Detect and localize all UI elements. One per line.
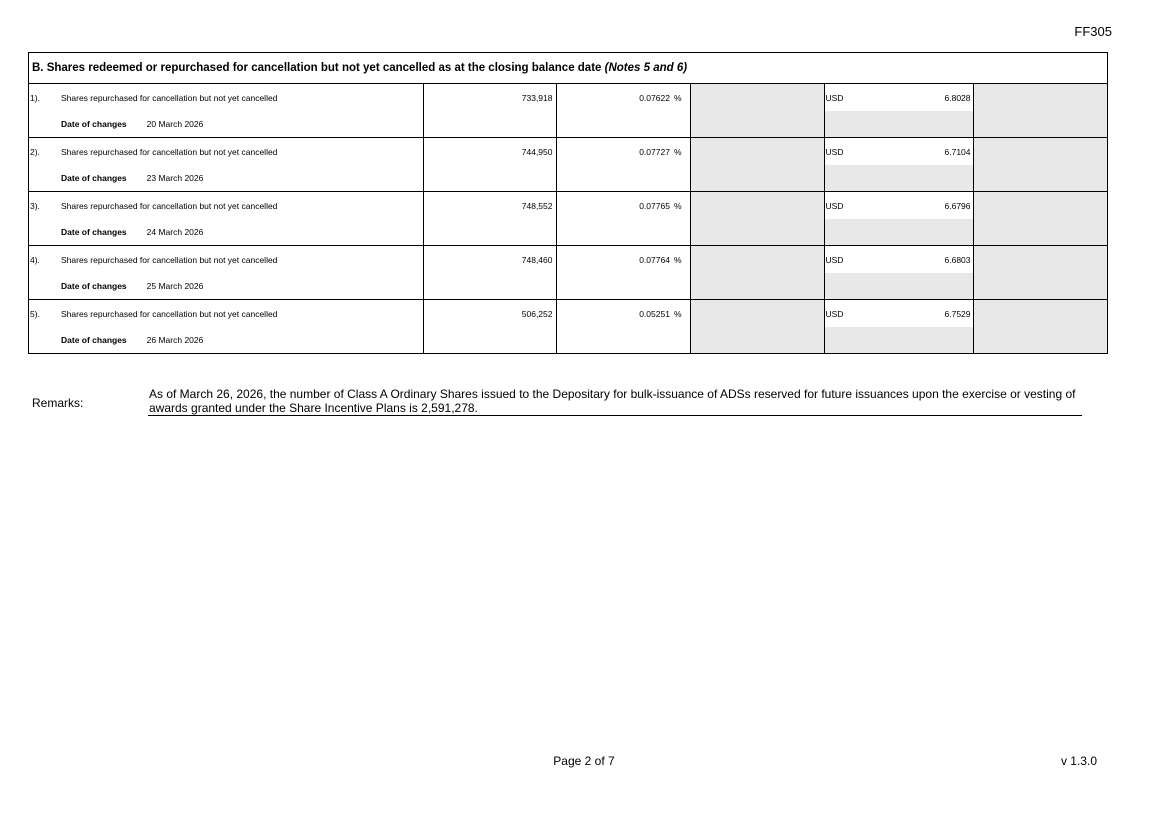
percent-value: 0.07727 % [556,138,690,166]
price-value: 6.7104 [899,138,973,166]
table-row-date [29,219,1107,246]
currency: USD [824,192,899,220]
table-row-group-3 [29,192,1107,246]
price-value: 6.6796 [899,192,973,220]
date-of-changes: Date of changes 23 March 2026 [61,173,204,183]
table-row-date [29,111,1107,138]
table-row-group-2 [29,138,1107,192]
date-of-changes: Date of changes 25 March 2026 [61,281,204,291]
row-description: Shares repurchased for cancellation but not yet cancelled [57,138,423,166]
table-row [29,246,1107,274]
version-label: v 1.3.0 [1060,754,1097,768]
row-description: Shares repurchased for cancellation but not yet cancelled [57,300,423,328]
currency: USD [824,138,899,166]
row-number: 3). [29,192,57,220]
section-title-note: (Notes 5 and 6) [604,62,688,74]
shares-value: 733,918 [423,84,556,111]
section-title [29,53,1107,84]
shares-value: 748,460 [423,246,556,274]
repurchase-table [29,84,1107,353]
price-value: 6.6803 [899,246,973,274]
remarks-label: Remarks: [32,396,84,410]
table-row-group-4 [29,246,1107,300]
price-value: 6.8028 [899,84,973,111]
table-row-group-1 [29,84,1107,138]
table-row-date [29,165,1107,192]
currency: USD [824,84,899,111]
blank-cell [690,138,824,192]
blank-cell [973,300,1107,354]
date-of-changes: Date of changes 24 March 2026 [61,227,204,237]
form-code: FF305 [1074,24,1112,39]
date-of-changes: Date of changes 20 March 2026 [61,119,204,129]
percent-value: 0.07622 % [556,84,690,111]
section-title-text: B. Shares redeemed or repurchased for cancellation but not yet cancelled as at the closing balance date [32,62,602,74]
blank-cell [973,246,1107,300]
price-value: 6.7529 [899,300,973,328]
row-description: Shares repurchased for cancellation but not yet cancelled [57,192,423,220]
table-row [29,138,1107,166]
section-b [28,52,1108,354]
blank-cell [973,192,1107,246]
percent-value: 0.07764 % [556,246,690,274]
currency: USD [824,300,899,328]
row-number: 5). [29,300,57,328]
blank-cell [690,300,824,354]
table-row-date [29,327,1107,353]
row-number: 2). [29,138,57,166]
blank-cell [690,246,824,300]
table-row [29,300,1107,328]
remarks-text: As of March 26, 2026, the number of Class A Ordinary Shares issued to the Depositary for bulk-issuance of ADSs reserved for future issuances upon the exercise or vesting of awards granted under the Share Incentive Plans is 2,591,278. [148,387,1082,416]
row-number: 4). [29,246,57,274]
date-of-changes: Date of changes 26 March 2026 [61,335,204,345]
percent-value: 0.07765 % [556,192,690,220]
blank-cell [973,84,1107,138]
table-row-group-5 [29,300,1107,354]
blank-cell [690,84,824,138]
shares-value: 506,252 [423,300,556,328]
blank-cell [690,192,824,246]
table-row [29,192,1107,220]
percent-value: 0.05251 % [556,300,690,328]
blank-cell [973,138,1107,192]
page-number: Page 2 of 7 [553,754,615,768]
row-number: 1). [30,92,40,103]
row-description: Shares repurchased for cancellation but not yet cancelled [61,92,278,103]
shares-value: 744,950 [423,138,556,166]
shares-value: 748,552 [423,192,556,220]
table-row-date [29,273,1107,300]
table-row [29,84,1107,111]
currency: USD [824,246,899,274]
row-description: Shares repurchased for cancellation but not yet cancelled [57,246,423,274]
